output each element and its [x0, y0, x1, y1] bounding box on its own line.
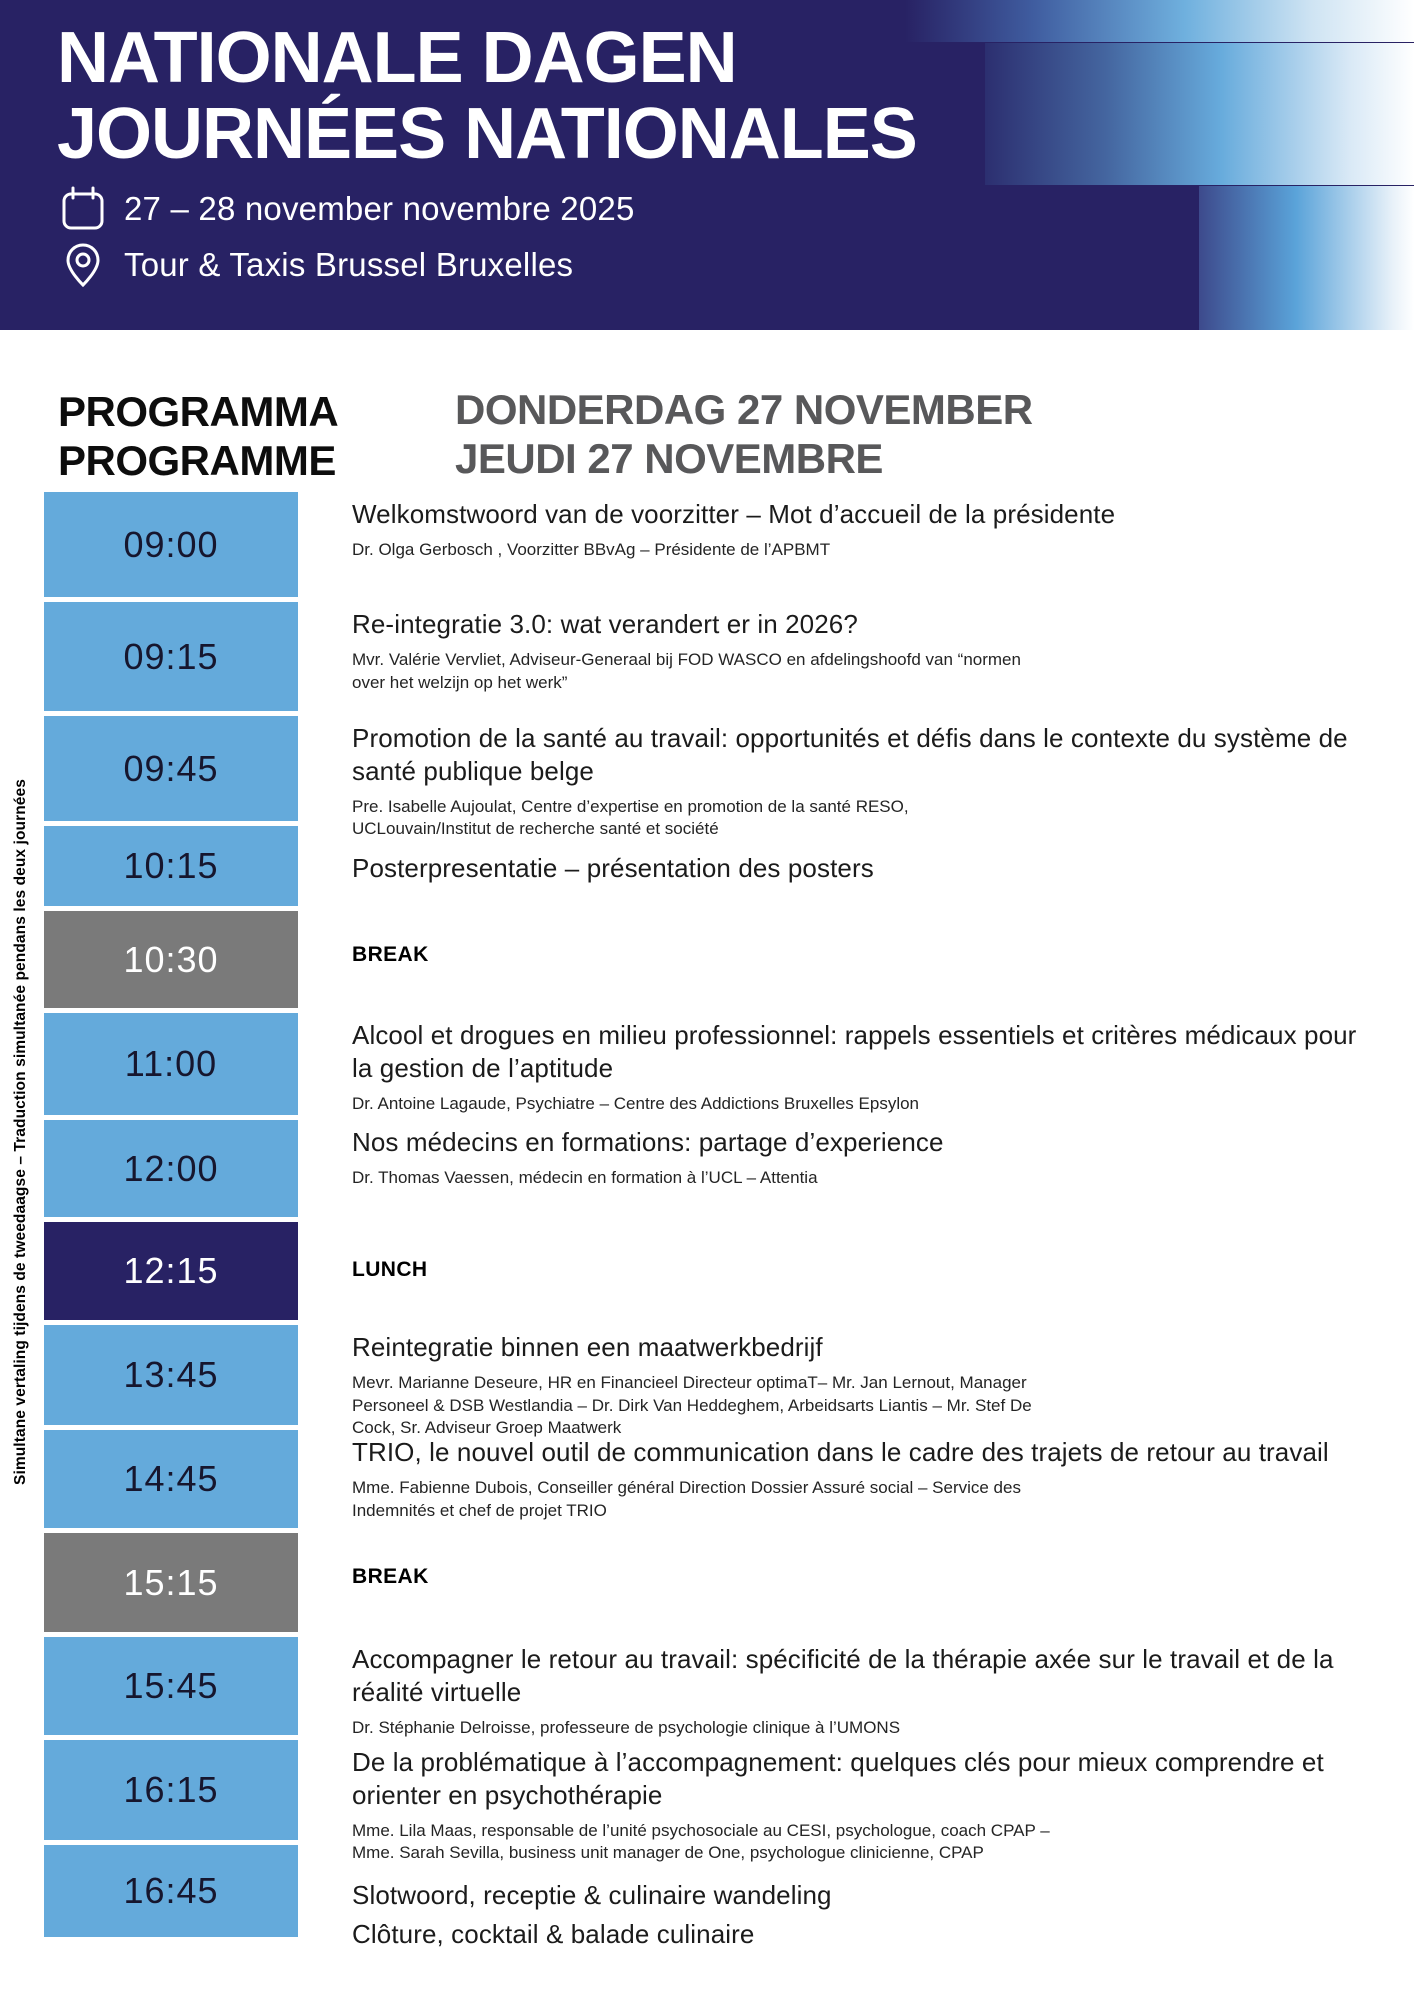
- program-heading-line-2: PROGRAMME: [58, 436, 336, 484]
- session-content: [352, 1013, 1380, 1120]
- session-content: [352, 716, 1380, 839]
- title-line-1: NATIONALE DAGEN: [57, 18, 737, 98]
- program-heading-line-1: PROGRAMMA: [58, 388, 339, 435]
- event-location-text: Tour & Taxis Brussel Bruxelles: [124, 246, 574, 283]
- schedule-row-1545: [44, 1637, 1380, 1740]
- session-content: [352, 1222, 1380, 1325]
- time-box: [44, 492, 298, 597]
- session-title: Accompagner le retour au travail: spécificité de la thérapie axée sur le travail et de la réalité virtuelle: [352, 1644, 1334, 1707]
- time-box: [44, 1120, 298, 1217]
- time-label: 09:00: [123, 523, 219, 565]
- time-label: 13:45: [123, 1354, 219, 1395]
- schedule-row-1200: [44, 1120, 1380, 1222]
- time-box: [44, 826, 298, 906]
- session-content: [352, 1740, 1380, 1863]
- schedule-row-0900: [44, 492, 1380, 602]
- session-speaker: Dr. Thomas Vaessen, médecin en formation à l’UCL – Attentia: [352, 1167, 818, 1187]
- calendar-icon: [60, 186, 106, 232]
- time-box: [44, 911, 298, 1008]
- session-content: [352, 826, 1380, 911]
- session-title-line2: Clôture, cocktail & balade culinaire: [352, 1918, 755, 1949]
- session-speaker: Dr. Antoine Lagaude, Psychiatre – Centre des Addictions Bruxelles Epsylon: [352, 1093, 920, 1113]
- schedule-row-1100: [44, 1013, 1380, 1120]
- title-line-2: JOURNÉES NATIONALES: [57, 94, 917, 175]
- session-title: Re-integratie 3.0: wat verandert er in 2026?: [352, 609, 858, 639]
- session-speaker: Mevr. Marianne Deseure, HR en Financieel Directeur optimaT– Mr. Jan Lernout, Manager Personeel & DSB Westlandia – Dr. Dirk Van Heddeghem, Arbeidsarts Liantis – Mr. Stef De Cock, Sr. Adviseur Groep Maatwerk: [352, 1372, 1032, 1438]
- session-content: [352, 911, 1380, 1013]
- session-title: Posterpresentatie – présentation des posters: [352, 853, 874, 883]
- time-label: 10:30: [123, 938, 219, 980]
- session-speaker: Mme. Fabienne Dubois, Conseiller général Direction Dossier Assuré social – Service des Indemnités et chef de projet TRIO: [352, 1477, 1021, 1520]
- session-title: Promotion de la santé au travail: opportunités et défis dans le contexte du système de santé publique belge: [352, 723, 1348, 786]
- gradient-band-top: [905, 0, 1414, 42]
- header: [0, 0, 1414, 330]
- schedule-row-1515-break: [44, 1533, 1380, 1637]
- session-speaker: Mme. Lila Maas, responsable de l’unité psychosociale au CESI, psychologue, coach CPAP – Mme. Sarah Sevilla, business unit manager de One, psychologue clinicienne, CPAP: [352, 1820, 1050, 1863]
- session-speaker: Mvr. Valérie Vervliet, Adviseur-Generaal bij FOD WASCO en afdelingshoofd van “normen over het welzijn op het werk”: [352, 649, 1021, 692]
- time-box: [44, 716, 298, 821]
- session-content: [352, 1430, 1380, 1533]
- break-label: BREAK: [352, 943, 429, 966]
- map-pin-icon: [60, 242, 106, 288]
- day-heading-line-1: DONDERDAG 27 NOVEMBER: [455, 386, 1033, 433]
- time-box: [44, 1637, 298, 1735]
- event-date-text: 27 – 28 november novembre 2025: [124, 190, 635, 227]
- time-label: 15:15: [123, 1561, 219, 1603]
- time-box: [44, 1845, 298, 1937]
- lunch-label: LUNCH: [352, 1258, 428, 1281]
- schedule-row-0915: [44, 602, 1380, 716]
- session-content: [352, 1637, 1380, 1740]
- side-note-translation: Simultane vertaling tijdens de tweedaagse – Traduction simultanée pendans les deux journées: [12, 779, 29, 1485]
- time-label: 15:45: [123, 1665, 219, 1706]
- session-speaker: Dr. Olga Gerbosch , Voorzitter BBvAg – Présidente de l’APBMT: [352, 539, 831, 559]
- gradient-band-bottom: [1199, 186, 1414, 330]
- session-title: Nos médecins en formations: partage d’experience: [352, 1127, 944, 1157]
- day-heading-line-2: JEUDI 27 NOVEMBRE: [455, 434, 883, 482]
- session-speaker: Pre. Isabelle Aujoulat, Centre d’expertise en promotion de la santé RESO, UCLouvain/Institut de recherche santé et société: [352, 796, 909, 839]
- time-label: 09:45: [123, 747, 219, 789]
- session-content: [352, 492, 1380, 602]
- time-box: [44, 1222, 298, 1320]
- session-title: Reintegratie binnen een maatwerkbedrijf: [352, 1332, 823, 1362]
- schedule-row-1615: [44, 1740, 1380, 1863]
- time-label: 12:15: [123, 1250, 219, 1291]
- time-box: [44, 1533, 298, 1632]
- session-title: Slotwoord, receptie & culinaire wandeling: [352, 1880, 832, 1910]
- time-label: 14:45: [123, 1458, 219, 1499]
- time-box: [44, 1325, 298, 1425]
- time-label: 10:15: [123, 845, 219, 886]
- schedule-row-1345: [44, 1325, 1380, 1438]
- session-title: Alcool et drogues en milieu professionnel: rappels essentiels et critères médicaux pour la gestion de l’aptitude: [352, 1020, 1357, 1083]
- schedule-row-1215-lunch: [44, 1222, 1380, 1325]
- break-label: BREAK: [352, 1565, 429, 1588]
- time-label: 09:15: [123, 635, 219, 677]
- time-box: [44, 1430, 298, 1528]
- session-title: De la problématique à l’accompagnement: quelques clés pour mieux comprendre et orienter en psychothérapie: [352, 1747, 1324, 1810]
- time-label: 12:00: [123, 1147, 219, 1189]
- time-label: 16:45: [123, 1870, 219, 1911]
- time-box: [44, 1013, 298, 1115]
- session-content: [352, 1120, 1380, 1222]
- time-label: 11:00: [124, 1043, 218, 1084]
- event-location-row: [60, 242, 573, 288]
- time-box: [44, 602, 298, 711]
- time-label: 16:15: [123, 1769, 219, 1810]
- day-heading: [455, 386, 1033, 483]
- session-title: Welkomstwoord van de voorzitter – Mot d’accueil de la présidente: [352, 499, 1116, 529]
- page-title: [57, 20, 917, 173]
- schedule-row-1030-break: [44, 911, 1380, 1013]
- session-content: [352, 1533, 1380, 1637]
- schedule: [44, 492, 1380, 1949]
- time-box: [44, 1740, 298, 1840]
- program-heading: [58, 388, 338, 485]
- session-speaker: Dr. Stéphanie Delroisse, professeure de psychologie clinique à l’UMONS: [352, 1717, 901, 1737]
- session-title: TRIO, le nouvel outil de communication dans le cadre des trajets de retour au travail: [352, 1437, 1329, 1467]
- session-content: [352, 1845, 1380, 1949]
- schedule-row-1445: [44, 1430, 1380, 1533]
- schedule-row-1645: [44, 1845, 1380, 1949]
- schedule-row-1015: [44, 826, 1380, 911]
- session-content: [352, 1325, 1380, 1438]
- event-date-row: [60, 186, 635, 232]
- session-content: [352, 602, 1380, 716]
- schedule-row-0945: [44, 716, 1380, 839]
- gradient-band-middle: [985, 43, 1414, 185]
